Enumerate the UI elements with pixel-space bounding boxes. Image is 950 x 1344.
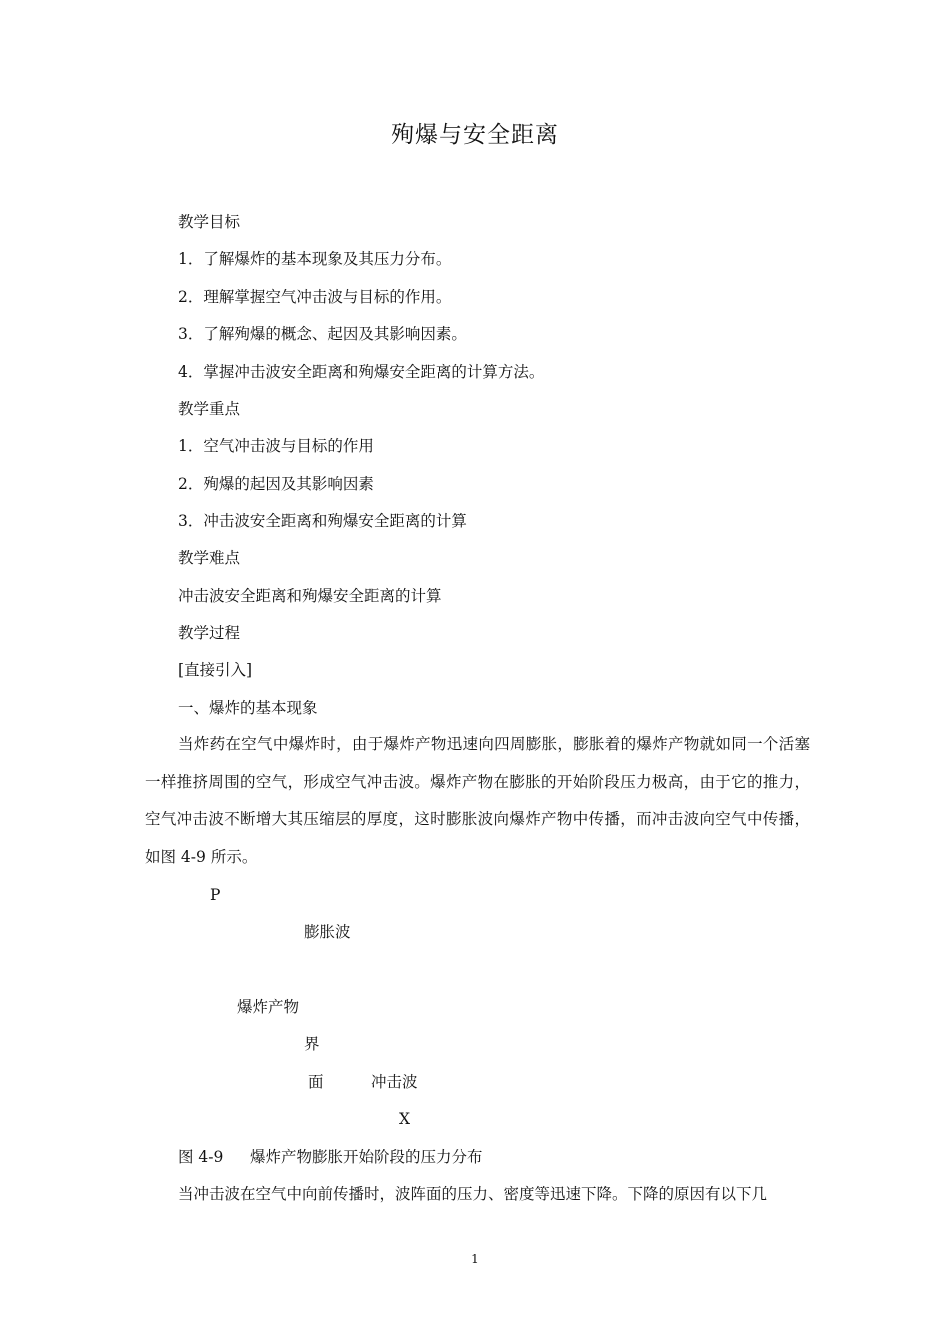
figure-interface-label-2: 面: [308, 1073, 324, 1091]
objective-item: 3．了解殉爆的概念、起因及其影响因素。: [178, 325, 467, 343]
objective-item: 1．了解爆炸的基本现象及其压力分布。: [178, 250, 452, 268]
figure-caption-number: 图 4-9: [178, 1148, 224, 1166]
body-paragraph: 当炸药在空气中爆炸时，由于爆炸产物迅速向四周膨胀，膨胀着的爆炸产物就如同一个活塞一样推挤周围的空气，形成空气冲击波。爆炸产物在膨胀的开始阶段压力极高，由于它的推力，空气冲击波不断增大其压缩层的厚度，这时膨胀波向爆炸产物中传播，而冲击波向空气中传播，如图 4-9 所示。: [145, 735, 810, 866]
section-heading: 一、爆炸的基本现象: [178, 699, 318, 717]
difficulties-heading: 教学难点: [178, 549, 241, 567]
figure-x-axis-label: X: [399, 1110, 411, 1128]
document-title: 殉爆与安全距离: [391, 122, 559, 148]
process-heading: 教学过程: [178, 624, 241, 642]
objectives-heading: 教学目标: [178, 213, 241, 231]
objective-item: 2．理解掌握空气冲击波与目标的作用。: [178, 288, 452, 306]
process-intro: [直接引入]: [178, 661, 253, 679]
difficulties-text: 冲击波安全距离和殉爆安全距离的计算: [178, 587, 442, 605]
key-point-item: 1．空气冲击波与目标的作用: [178, 437, 374, 455]
objective-item: 4．掌握冲击波安全距离和殉爆安全距离的计算方法。: [178, 363, 545, 381]
figure-interface-label-1: 界: [304, 1035, 320, 1053]
figure-expansion-wave-label: 膨胀波: [304, 923, 351, 941]
continuation-text: 当冲击波在空气中向前传播时，波阵面的压力、密度等迅速下降。下降的原因有以下几: [178, 1185, 768, 1203]
figure-shock-wave-label: 冲击波: [371, 1073, 418, 1091]
page-number: 1: [471, 1252, 479, 1266]
figure-caption-text: 爆炸产物膨胀开始阶段的压力分布: [250, 1148, 483, 1166]
key-point-item: 2．殉爆的起因及其影响因素: [178, 475, 374, 493]
figure-products-label: 爆炸产物: [237, 998, 300, 1016]
figure-p-axis-label: P: [210, 886, 221, 904]
key-point-item: 3．冲击波安全距离和殉爆安全距离的计算: [178, 512, 467, 530]
key-points-heading: 教学重点: [178, 400, 241, 418]
